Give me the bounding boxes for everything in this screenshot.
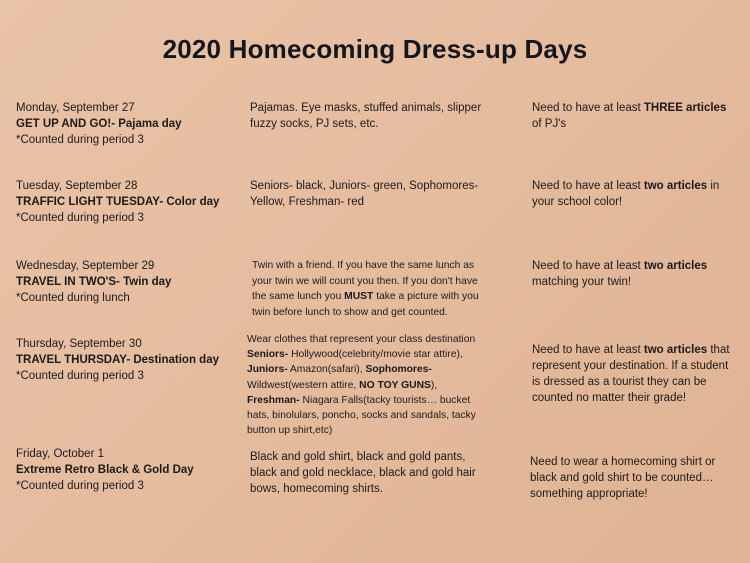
day-note: *Counted during period 3 [16,370,144,382]
day-requirement [530,454,735,502]
req-text: of PJ's [532,118,567,130]
ideas-emphasis: Seniors- [247,349,289,361]
ideas-emphasis: Juniors- [247,364,288,376]
day-info [16,336,241,384]
day-date: Monday, September 27 [16,102,135,114]
ideas-text: ), [430,379,438,391]
ideas-line: black and gold necklace, black and gold hair [250,467,476,479]
day-ideas [250,100,490,132]
day-theme: GET UP AND GO!- Pajama day [16,118,182,130]
page-title: 2020 Homecoming Dress-up Days [162,34,588,64]
day-requirement [532,100,737,132]
req-text: Need to have at least [532,102,644,114]
req-text: is dressed as a tourist they can be [532,376,707,388]
day-requirement [532,178,737,210]
day-requirement [532,258,737,290]
day-note: *Counted during period 3 [16,134,144,146]
ideas-line: button up shirt,etc) [247,425,333,437]
day-note: *Counted during lunch [16,292,130,304]
ideas-line: hats, binolulars, poncho, socks and sandals, tacky [247,410,476,422]
req-text: in [707,180,720,192]
req-text: Need to have at least [532,344,644,356]
day-requirement [532,342,737,406]
req-text: that [707,344,730,356]
day-info [16,178,241,226]
day-info [16,258,241,306]
ideas-line: Pajamas. Eye masks, stuffed animals, slipper [250,102,482,114]
day-theme: TRAVEL IN TWO'S- Twin day [16,276,172,288]
req-text: matching your twin! [532,276,632,288]
req-emphasis: THREE articles [643,102,727,114]
ideas-line: Yellow, Freshman- red [250,196,364,208]
day-theme: TRAVEL THURSDAY- Destination day [16,354,219,366]
req-text: represent your destination. If a student [532,360,729,372]
ideas-text: Niagara Falls(tacky tourists… bucket [299,394,471,406]
req-text: Need to wear a homecoming shirt or [530,456,716,468]
ideas-line: Seniors- black, Juniors- green, Sophomores- [250,180,479,192]
req-text: Need to have at least [532,260,644,272]
ideas-emphasis: Sophomores- [365,364,432,376]
ideas-text: Wildwest(western attire, [247,379,360,391]
ideas-line: Wear clothes that represent your class destination [247,334,476,345]
ideas-text: the same lunch you [252,291,345,302]
ideas-line: Black and gold shirt, black and gold pants, [250,451,466,463]
day-theme: TRAFFIC LIGHT TUESDAY- Color day [16,196,220,208]
day-theme: Extreme Retro Black & Gold Day [16,464,194,476]
ideas-line: your twin we will count you then. If you don't have [252,275,478,287]
ideas-emphasis: NO TOY GUNS [359,379,431,391]
req-text: your school color! [532,196,623,208]
day-ideas [250,178,490,210]
day-date: Thursday, September 30 [16,338,142,350]
day-note: *Counted during period 3 [16,212,144,224]
day-info [16,446,241,494]
ideas-emphasis: MUST [344,291,374,302]
ideas-line: twin before lunch to show and get counted. [252,306,448,318]
req-text: black and gold shirt to be counted… [530,472,714,484]
ideas-line: bows, homecoming shirts. [250,483,383,495]
day-date: Tuesday, September 28 [16,180,138,192]
day-note: *Counted during period 3 [16,480,144,492]
ideas-text: Amazon(safari), [287,364,366,376]
ideas-line: Twin with a friend. If you have the same lunch as [252,260,475,271]
day-ideas [247,332,487,438]
req-emphasis: two articles [643,260,708,272]
day-info [16,100,241,148]
req-text: counted no matter their grade! [532,392,687,404]
day-ideas [252,258,492,320]
req-text: something appropriate! [530,488,648,500]
day-date: Wednesday, September 29 [16,260,155,272]
req-text: Need to have at least [532,180,644,192]
ideas-emphasis: Freshman- [247,394,300,406]
req-emphasis: two articles [643,344,708,356]
req-emphasis: two articles [643,180,708,192]
ideas-line: fuzzy socks, PJ sets, etc. [250,118,379,130]
day-date: Friday, October 1 [16,448,104,460]
ideas-text: Hollywood(celebrity/movie star attire), [288,349,463,361]
ideas-text: take a picture with you [373,291,479,302]
day-ideas [250,449,490,497]
